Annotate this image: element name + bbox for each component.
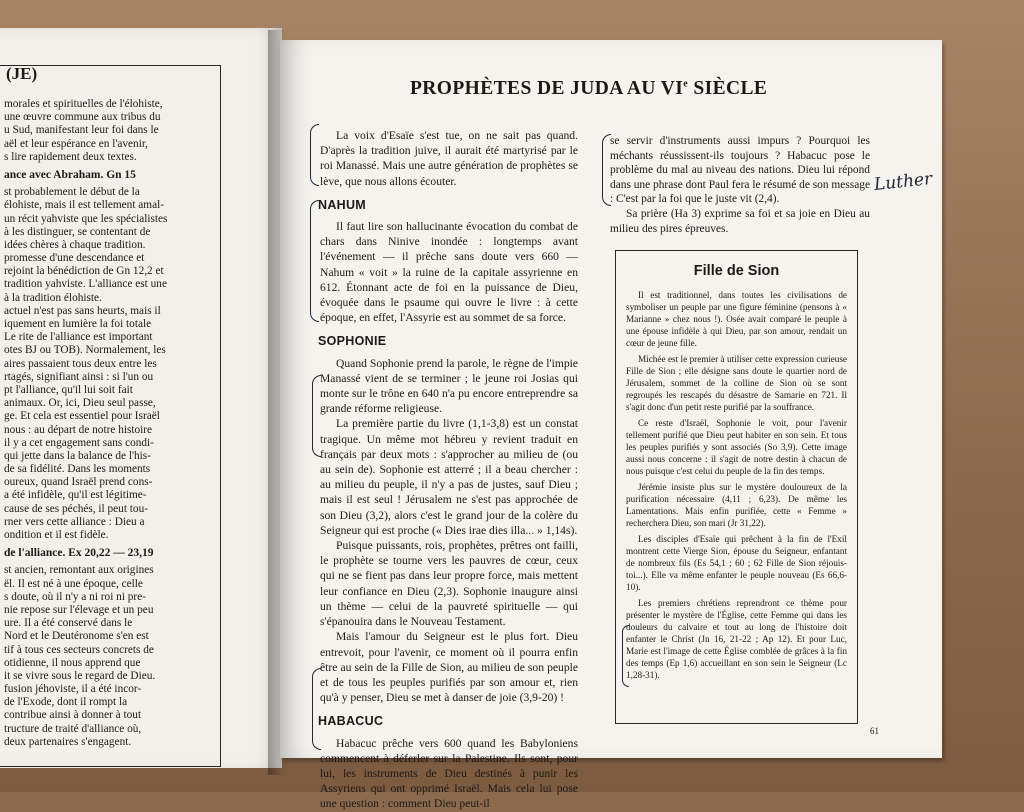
sophonie-paragraph-3: Puisque puissants, rois, prophètes, prêtres ont failli, le prophète se tourne vers les pauvres de cœur, ceux qui ne se fient pas dans leur propre force, mais mettent leur confiance en Dieu (2,3). Sophonie inaugure ainsi un thème — celui de la pauvreté spirituelle — qui s'épanouira dans le Nouveau Testament.	[320, 539, 578, 629]
left-text-line: promesse d'une descendance et	[4, 252, 145, 265]
left-text-line: Le rite de l'alliance est important	[4, 331, 153, 344]
title-end: SIÈCLE	[688, 78, 768, 99]
left-text-line: de sa fidélité. Dans les moments	[4, 463, 151, 476]
box-body	[626, 289, 847, 681]
left-page	[0, 28, 282, 768]
left-text-line: qui jette dans la balance de l'his-	[4, 449, 151, 462]
left-text-line: une œuvre commune aux tribus du	[4, 111, 161, 124]
left-text-line: cause de ses péchés, il peut tou-	[4, 502, 148, 515]
sophonie-paragraph-4: Mais l'amour du Seigneur est le plus fort. Dieu entrevoit, pour l'avenir, ce moment où il pourra enfin être au sein de la Fille de Sion, au milieu de son peuple et de tous les peuples purifiés par son amour et, rien qu'à y penser, Dieu se met à danser de joie (3,9-20) !	[320, 630, 578, 705]
left-text-line: oureux, quand Israël prend cons-	[4, 476, 153, 489]
left-text-line: un récit yahviste que les spécialistes	[4, 212, 168, 225]
left-text-line: st probablement le début de la	[4, 186, 140, 199]
box-title: Fille de Sion	[693, 263, 780, 279]
left-section-heading: ance avec Abraham. Gn 15	[4, 168, 136, 181]
right-column	[610, 134, 870, 236]
left-text-line: nie repose sur l'élevage et un peu	[4, 603, 154, 616]
left-text-line: Nord et le Deutéronome s'en est	[4, 630, 149, 643]
left-text-line: iquement en lumière la foi totale	[4, 318, 152, 330]
left-text-line: it se vivre sous le regard de Dieu.	[4, 669, 156, 682]
pen-bracket-sophonie	[312, 375, 321, 457]
left-column	[320, 128, 578, 812]
left-text-line: fusion jéhoviste, il a été incor-	[4, 683, 142, 696]
left-text-line: contribue ainsi à donner à tout	[4, 709, 142, 722]
left-text-line: aires passaient tous deux entre les	[4, 357, 157, 370]
box-paragraph: Les disciples d'Esaïe qui prêchent à la fin de l'Exil montrent cette Vierge Sion, épouse du Seigneur, enfantant de nombreux fils (Es 54,1 ; 60 ; 62 Fille de Sion réjouis-toi...). Elle va même enfanter le peuple nouveau (Es 66,6-10).	[626, 534, 847, 592]
left-text-line: tructure de traité d'alliance où,	[4, 722, 142, 735]
left-text-line: ondition et il est fidèle.	[4, 529, 109, 541]
left-text-line: rtagés, signifiant ainsi : si l'un ou	[4, 370, 154, 383]
habacuc-paragraph: Habacuc prêche vers 600 quand les Babyloniens commencent à déferler sur la Palestine. Ils sont, pour lui, les instruments de Dieu destinés à punir les Assyriens qui ont opprimé Israël. Mais cela lui pose une question : comment Dieu peut-il	[320, 736, 578, 811]
box-paragraph: Michée est le premier à utiliser cette expression curieuse Fille de Sion ; elle désigne sans doute le quartier nord de Jérusalem, sommet de la colline de Sion où se sont regroupés les rescapés du désastre de Samarie en 721. Il s'agit donc d'un petit reste purifié par la souffrance.	[626, 354, 847, 412]
pen-bracket-col2	[602, 134, 611, 206]
left-text-line: otidienne, il nous apprend que	[4, 656, 141, 669]
box-paragraph: Ce reste d'Israël, Sophonie le voit, pour l'avenir tellement purifié que Dieu peut habiter en son sein. Et tous les peuples purifiés y sont associés (So 3,9). Cette image aussi nous concerne : il s'agit de notre destin à chacun de nous puisque c'est celui du peuple de la fin des temps.	[626, 418, 847, 476]
left-page-header: (JE)	[6, 64, 38, 83]
left-text-line: s lire rapidement deux textes.	[4, 150, 137, 163]
left-text-line: deux partenaires s'engagent.	[4, 735, 132, 748]
left-text-line: otes BJ ou TOB). Normalement, les	[4, 344, 166, 357]
left-text-line: il y a cet engagement sans condi-	[4, 436, 154, 449]
left-text-line: rner vers cette alliance : Dieu a	[4, 515, 145, 528]
title-superscript: e	[683, 78, 689, 90]
left-text-line: u Sud, manifestant leur foi dans le	[4, 124, 159, 137]
pen-bracket-nahum	[310, 200, 319, 322]
pen-bracket-habacuc	[312, 668, 321, 750]
intro-paragraph: La voix d'Esaïe s'est tue, on ne sait pas quand. D'après la tradition juive, il aurait été martyrisé par le roi Manassé. Mais une autre génération de prophètes se lève, que nous allons écouter.	[320, 129, 578, 188]
section-heading-habacuc: HABACUC	[318, 714, 384, 729]
left-text-line: idées chères à chaque tradition.	[4, 238, 146, 251]
left-text-line: de l'Exode, dont il rompt la	[4, 696, 128, 709]
box-paragraph: Il est traditionnel, dans toutes les civilisations de symboliser un peuple par une figure féminine (pensons à « Marianne » chez nous !). Osée avait comparé le peuple à une épouse infidèle à qui Dieu, par son amour, rendait un cœur de jeune fille.	[626, 290, 847, 348]
left-section-heading: de l'alliance. Ex 20,22 — 23,19	[4, 547, 154, 560]
left-text-line: actuel n'est pas sans heurts, mais il	[4, 304, 161, 317]
fille-de-sion-box	[615, 250, 858, 724]
habacuc-prayer-paragraph: Sa prière (Ha 3) exprime sa foi et sa joie en Dieu au milieu des pires épreuves.	[610, 207, 870, 235]
left-text-line: tif à tous ces secteurs concrets de	[4, 643, 154, 656]
title-main: PROPHÈTES DE JUDA AU VI	[410, 78, 684, 99]
right-page	[280, 40, 942, 811]
left-text-line: ël. Il est né à une époque, celle	[4, 577, 143, 590]
left-text-line: nous : au départ de notre histoire	[4, 423, 153, 436]
left-text-line: ure. Il a été conservé dans le	[4, 617, 133, 630]
left-text-line: à la tradition élohiste.	[4, 291, 102, 304]
left-text-line: aël et leur espérance en l'avenir,	[4, 137, 148, 150]
habacuc-continued-paragraph: se servir d'instruments aussi impurs ? Pourquoi les méchants réussissent-ils toujours ? Habacuc pose le problème du mal au niveau des nations. Dieu lui répond dans une phrase dont Paul fera le résumé de son message : C'est par la foi que le juste vit (2,4).	[610, 135, 871, 206]
handwritten-annotation: Luther	[873, 169, 934, 195]
left-text-line: animaux. Or, ici, Dieu seul passe,	[4, 397, 156, 410]
page-title	[410, 78, 767, 100]
left-page-text	[4, 98, 200, 749]
left-text-line: élohiste, mais il est tellement amal-	[4, 199, 164, 212]
box-paragraph: Jérémie insiste plus sur le mystère douloureux de la purification nécessaire (4,11 ; 6,23). De même les Lamentations. Mais enfin purifiée, cette « Femme » recherchera Dieu, son mari (Jr 31,22).	[626, 482, 847, 528]
left-text-line: ge. Et cela est essentiel pour Israël	[4, 410, 160, 423]
left-text-line: tradition yahviste. L'alliance est une	[4, 278, 167, 291]
left-text-line: à les distinguer, se contentant de	[4, 225, 151, 238]
box-paragraph: Les premiers chrétiens reprendront ce thème pour présenter le mystère de l'Église, cette Femme qui dans les douleurs du calvaire et tout au long de l'histoire doit enfanter le Christ (Jn 16, 21-22 ; Ap 12). Et pour Luc, Marie est l'image de cette Église comblée de grâces à la fin des temps (Ep 1,6) accueillant en son sein le Seigneur (Lc 1,28-31).	[626, 598, 847, 680]
section-heading-nahum: NAHUM	[318, 197, 367, 212]
left-text-line: rejoint la bénédiction de Gn 12,2 et	[4, 265, 164, 278]
section-heading-sophonie: SOPHONIE	[318, 334, 387, 349]
page-number: 61	[870, 726, 879, 736]
left-text-line: s doute, où il n'y a ni roi ni pre-	[4, 590, 146, 603]
pen-bracket-intro	[310, 124, 319, 186]
sophonie-paragraph-1: Quand Sophonie prend la parole, le règne de l'impie Manassé vient de se terminer ; le jeune roi Josias qui monte sur le trône en 640 n'a pu encore entreprendre sa grande réforme religieuse.	[320, 356, 578, 416]
left-text-line: morales et spirituelles de l'élohiste,	[4, 98, 163, 110]
sophonie-paragraph-2: La première partie du livre (1,1-3,8) est un constat tragique. Un même mot hébreu y revient traduit en français par deux mots : s'approcher au milieu de (ou au sein de). Sophonie est atterré ; il a beau chercher : au milieu du peuple, il n'y a pas de justes, sauf Dieu ; mais il est seul ! Jérusalem ne s'est pas approchée de son Dieu (3,2), alors c'est le grand jour de la colère du Seigneur qui est proche (« Dies irae dies illa... » 1,14s).	[320, 417, 578, 537]
left-text-line: a été infidèle, qu'il est légitime-	[4, 489, 147, 502]
nahum-paragraph: Il faut lire son hallucinante évocation du combat de chars dans Ninive inondée : longtemps avant l'événement — il prêche sans doute vers 660 — Nahum « voit » la ruine de la capitale assyrienne en 612. Étonnant acte de foi en la puissance de Dieu, évoquée dans le psaume qui ouvre le livre : à cette époque, en effet, l'Assyrie est au sommet de sa force.	[320, 220, 578, 325]
left-text-line: pt l'alliance, qu'il lui soit fait	[4, 383, 133, 396]
left-text-line: st ancien, remontant aux origines	[4, 564, 154, 577]
